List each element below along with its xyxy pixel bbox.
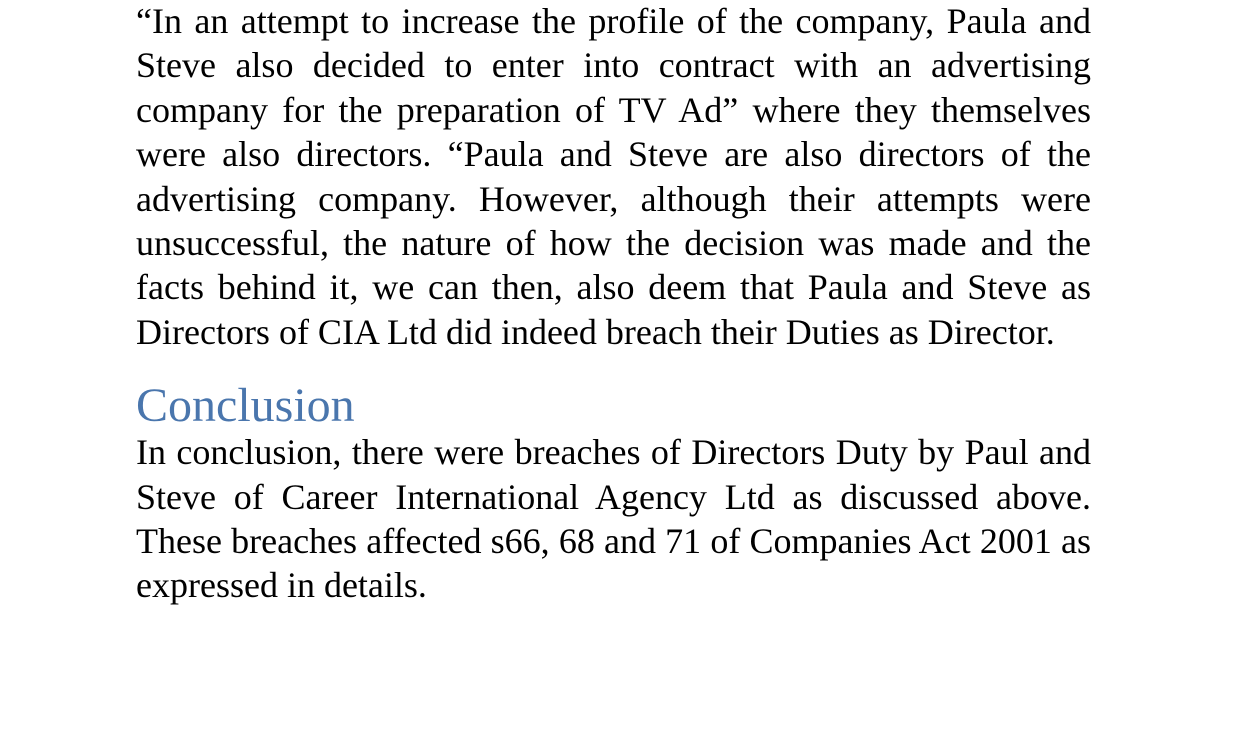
document-page xyxy=(136,0,1091,608)
body-paragraph: “In an attempt to increase the profile of the company, Paula and Steve also decided to enter into contract with an advertising company for the preparation of TV Ad” where they themselves were also directors. “Paula and Steve are also directors of the advertising company. However, although their attempts were unsuccessful, the nature of how the decision was made and the facts behind it, we can then, also deem that Paula and Steve as Directors of CIA Ltd did indeed breach their Duties as Director. xyxy=(136,1,1091,352)
section-heading-conclusion: Conclusion xyxy=(136,379,355,433)
conclusion-paragraph: In conclusion, there were breaches of Directors Duty by Paul and Steve of Career International Agency Ltd as discussed above. These breaches affected s66, 68 and 71 of Companies Act 2001 as expressed in details. xyxy=(136,432,1091,606)
